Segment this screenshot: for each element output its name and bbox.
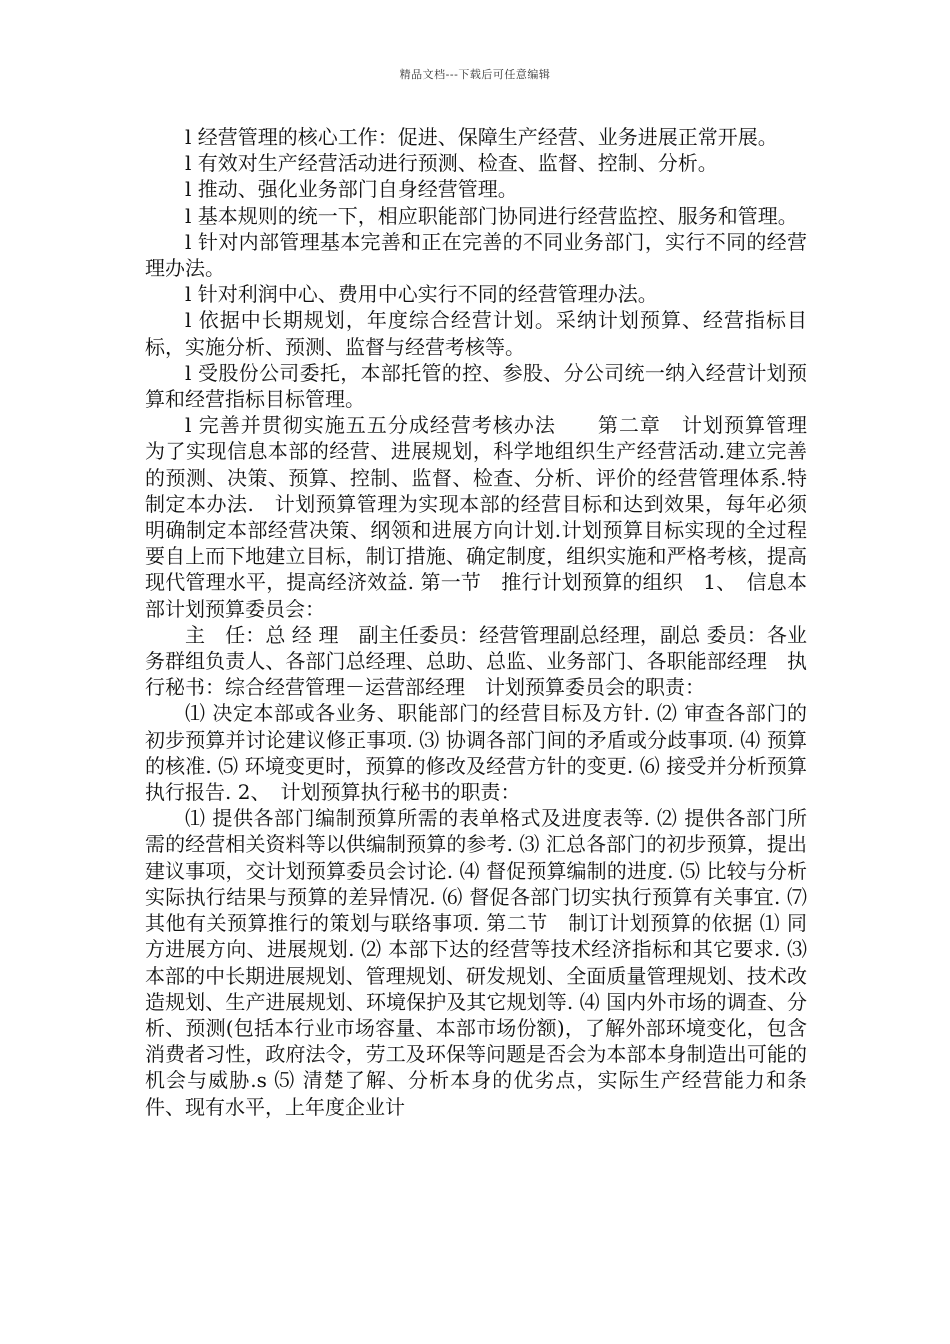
paragraph-profit-center: l 针对利润中心、费用中心实行不同的经营管理办法。 (185, 282, 658, 307)
paragraph-entrusted: l 受股份公司委托，本部托管的控、参股、分公司统一纳入经营计划预算和经营指标目标管理。 (145, 360, 807, 412)
paragraph-long-term-plan: l 依据中长期规划，年度综合经营计划。采纳计划预算、经营指标目标，实施分析、预测、监督与经营考核等。 (145, 308, 807, 359)
page-header: 精品文档---下载后可任意编辑 (399, 68, 551, 81)
paragraph-strengthen: l 推动、强化业务部门自身经营管理。 (185, 177, 518, 202)
paragraph-chapter-two: l 完善并贯彻实施五五分成经营考核办法 第二章 计划预算管理 为了实现信息本部的经营、进展规划，科学地组织生产经营活动.建立完善的预测、决策、预算、控制、监督、检查、分析、评价的经营管理体系.特制定本办法. 计划预算管理为实现本部的经营目标和达到效果，每年必须明确制定本部经营决策、纲领和进展方向计划.计划预算目标实现的全过程要自上而下地建立目标，制订措施、确定制度，组织实施和严格考核，提高现代管理水平，提高经济效益. 第一节 推行计划预算的组织 1、 信息本部计划预算委员会： (145, 413, 827, 621)
document-body (145, 124, 827, 1120)
paragraph-committee-members: 主 任：总 经 理 副主任委员：经营管理副总经理，副总 委员：各业务群组负责人、各部门总经理、总助、总监、业务部门、各职能部经理 执行秘书：综合经营管理－运营部经理 计划预算委员会的职责： (145, 622, 807, 700)
paragraph-secretary-duties: ⑴ 提供各部门编制预算所需的表单格式及进度表等. ⑵ 提供各部门所需的经营相关资料等以供编制预算的参考. ⑶ 汇总各部门的初步预算，提出建议事项，交计划预算委员会讨论. ⑷ 督促预算编制的进度. ⑸ 比较与分析实际执行结果与预算的差异情况. ⑹ 督促各部门切实执行预算有关事宜. ⑺ 其他有关预算推行的策划与联络事项. 第二节 制订计划预算的依据 ⑴ 同方进展方向、进展规划. ⑵ 本部下达的经营等技术经济指标和其它要求. ⑶ 本部的中长期进展规划、管理规划、研发规划、全面质量管理规划、技术改造规划、生产进展规划、环境保护及其它规划等. ⑷ 国内外市场的调查、分析、预测(包括本行业市场容量、本部市场份额)，了解外部环境变化，包含消费者习性，政府法令，劳工及环保等问题是否会为本部本身制造出可能的机会与威胁.s ⑸ 清楚了解、分析本身的优劣点，实际生产经营能力和条件、现有水平，上年度企业计 (145, 806, 807, 1119)
paragraph-committee-duties: ⑴ 决定本部或各业务、职能部门的经营目标及方针. ⑵ 审查各部门的初步预算并讨论建议修正事项. ⑶ 协调各部门间的矛盾或分歧事项. ⑷ 预算的核准. ⑸ 环境变更时，预算的修改及经营方针的变更. ⑹ 接受并分析预算执行报告. 2、 计划预算执行秘书的职责： (145, 701, 807, 805)
paragraph-unified-rules: l 基本规则的统一下，相应职能部门协同进行经营监控、服务和管理。 (185, 203, 798, 228)
paragraph-core-work: l 经营管理的核心工作：促进、保障生产经营、业务进展正常开展。 (185, 125, 778, 149)
paragraph-different-departments: l 针对内部管理基本完善和正在完善的不同业务部门，实行不同的经营理办法。 (145, 229, 807, 281)
paragraph-forecast: l 有效对生产经营活动进行预测、检查、监督、控制、分析。 (185, 151, 718, 176)
